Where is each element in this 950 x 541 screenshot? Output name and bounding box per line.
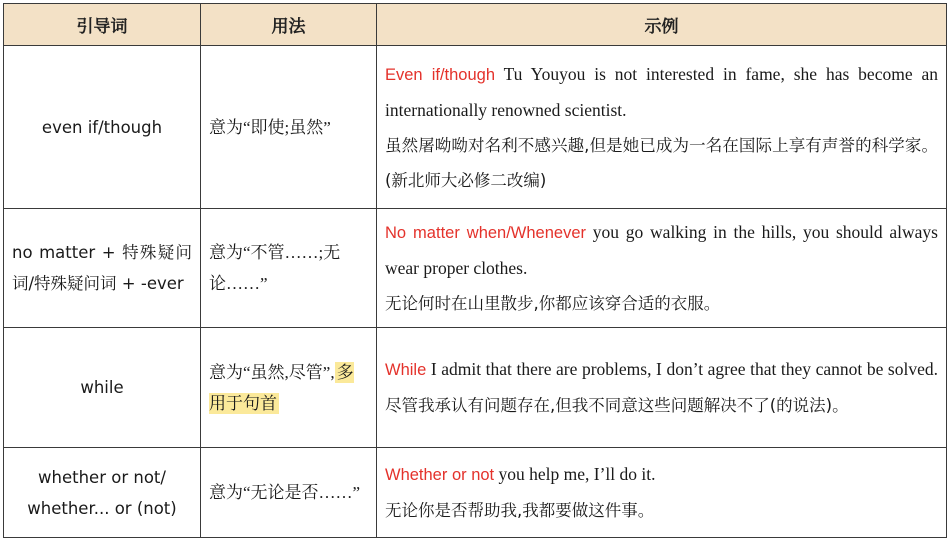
table-row (4, 328, 947, 448)
header-conjunction: 引导词 (4, 4, 201, 46)
example-sentence-en: Tu Youyou is not interested in fame, she has become an internationally renowned scientist. (385, 63, 939, 120)
usage-text: 意为“虽然,尽管”, (209, 362, 335, 382)
example-sentence-cn: 无论何时在山里散步,你都应该穿合适的衣服。 (385, 294, 721, 313)
usage-cell: 意为“即使;虽然” (201, 46, 377, 209)
example-keyword: No matter when/Whenever (385, 224, 587, 242)
example-cell (377, 328, 947, 448)
example-keyword: Whether or not (385, 466, 495, 484)
table-row (4, 448, 947, 538)
example-cell (377, 46, 947, 209)
header-usage: 用法 (201, 4, 377, 46)
example-cell (377, 448, 947, 538)
usage-cell: 意为“无论是否……” (201, 448, 377, 538)
table-header-row (4, 4, 947, 46)
example-keyword: While (385, 361, 427, 379)
example-sentence-en: you help me, I’ll do it. (494, 464, 656, 484)
conjunction-cell: whether or not/ whether... or (not) (4, 448, 201, 538)
conjunction-cell: no matter + 特殊疑问词/特殊疑问词 + -ever (4, 209, 201, 328)
example-sentence-cn: 尽管我承认有问题存在,但我不同意这些问题解决不了(的说法)。 (385, 396, 849, 415)
example-sentence-en: I admit that there are problems, I don’t agree that they cannot be solved. (426, 359, 938, 379)
table-row (4, 209, 947, 328)
usage-cell (201, 328, 377, 448)
usage-highlight: 多用于句首 (209, 362, 354, 413)
example-cell (377, 209, 947, 328)
example-sentence-en: you go walking in the hills, you should always wear proper clothes. (385, 222, 938, 278)
grammar-table (3, 3, 947, 538)
conjunction-cell: even if/though (4, 46, 201, 209)
example-keyword: Even if/though (385, 65, 496, 84)
example-sentence-cn: 无论你是否帮助我,我都要做这件事。 (385, 501, 655, 520)
conjunction-cell: while (4, 328, 201, 448)
table-row (4, 46, 947, 209)
header-example: 示例 (377, 4, 947, 46)
usage-cell: 意为“不管……;无论……” (201, 209, 377, 328)
example-sentence-cn: 虽然屠呦呦对名利不感兴趣,但是她已成为一名在国际上享有声誉的科学家。(新北师大必修二改编) (385, 135, 938, 190)
